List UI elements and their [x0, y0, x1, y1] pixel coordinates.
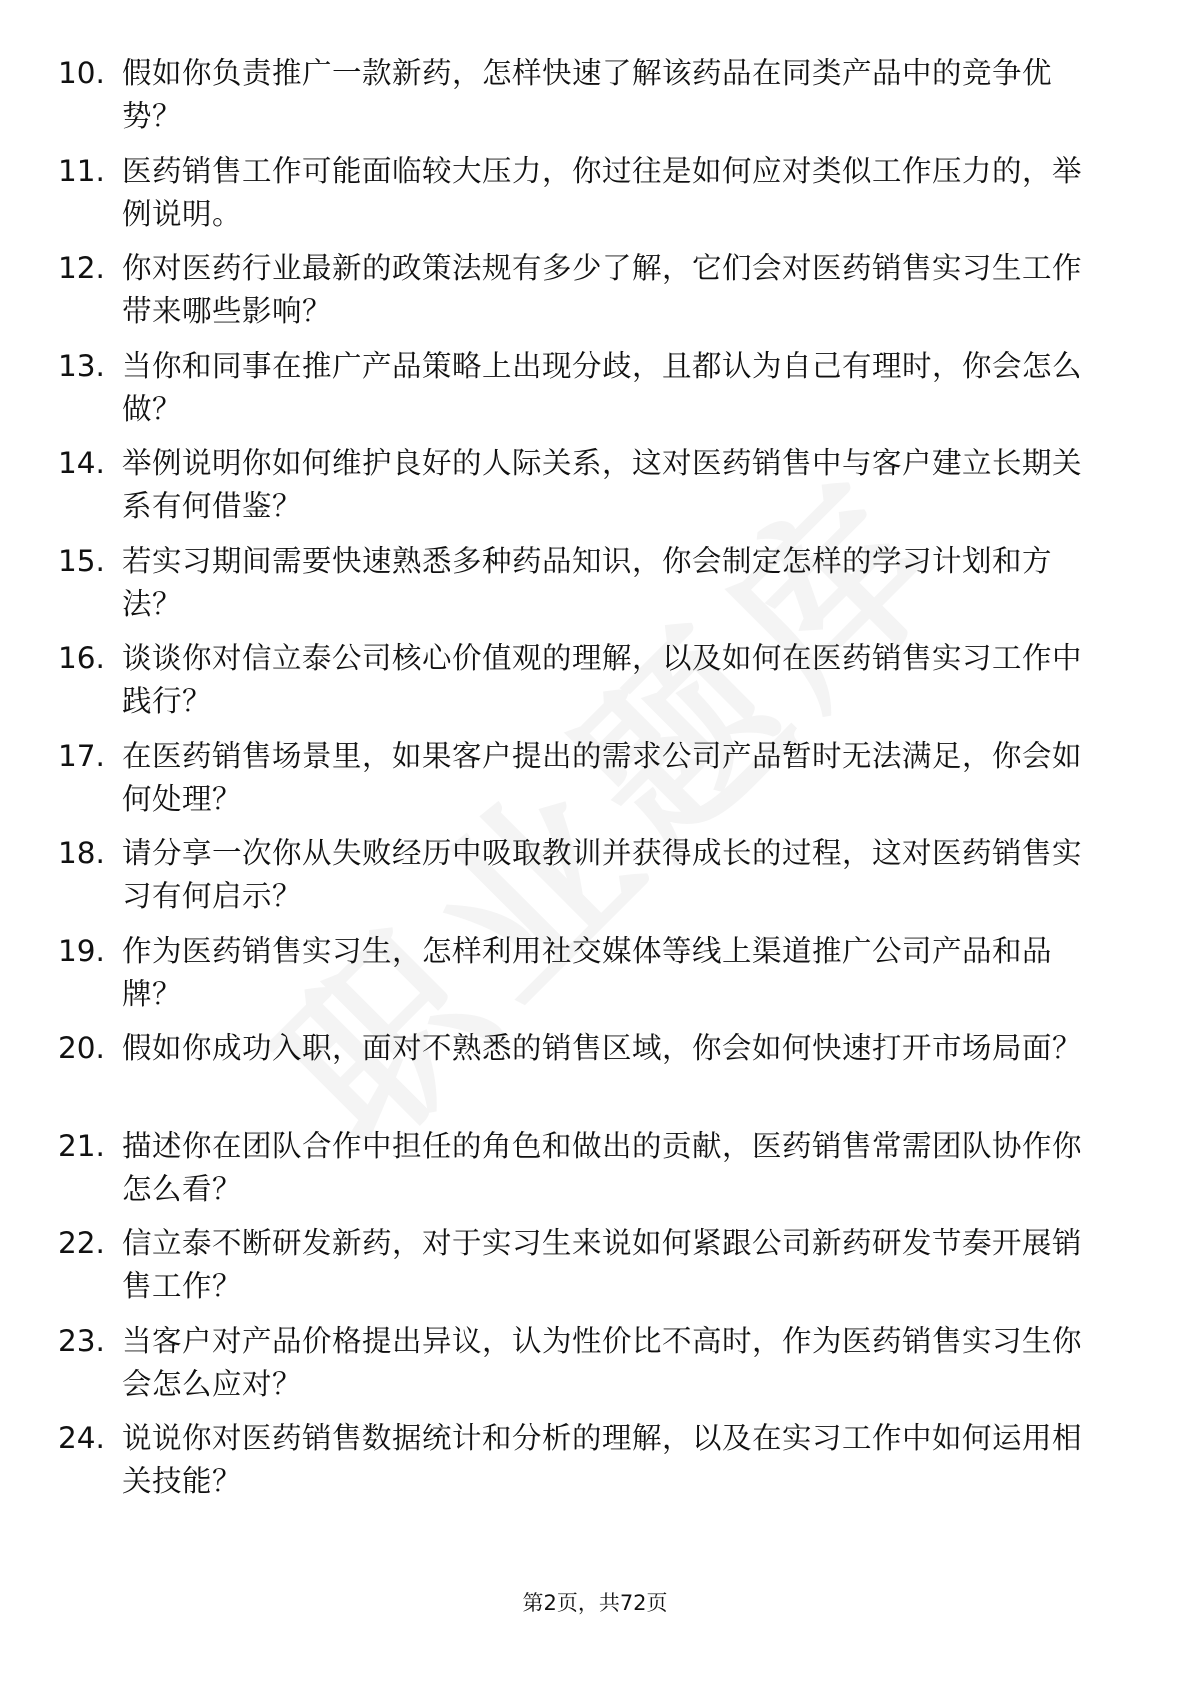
- question-text: 谈谈你对信立泰公司核心价值观的理解，以及如何在医药销售实习工作中践行？: [122, 641, 1083, 718]
- page-number-label: 第2页，共72页: [522, 1591, 668, 1615]
- question-number: 11.: [58, 153, 105, 188]
- question-number: 18.: [58, 836, 105, 870]
- question-text: 在医药销售场景里，如果客户提出的需求公司产品暂时无法满足，你会如何处理？: [122, 738, 1083, 816]
- question-text: 请分享一次你从失败经历中吸取教训并获得成长的过程，这对医药销售实习有何启示？: [122, 836, 1083, 913]
- question-number: 23.: [58, 1323, 105, 1358]
- question-number: 15.: [58, 543, 105, 578]
- question-text: 医药销售工作可能面临较大压力，你过往是如何应对类似工作压力的，举例说明。: [122, 153, 1083, 231]
- page-footer: [0, 1588, 1190, 1618]
- question-number: 19.: [58, 933, 105, 968]
- question-list: [58, 52, 1108, 1515]
- list-item: [58, 930, 1108, 1016]
- question-text: 说说你对医药销售数据统计和分析的理解，以及在实习工作中如何运用相关技能？: [122, 1421, 1083, 1498]
- question-text: 若实习期间需要快速熟悉多种药品知识，你会制定怎样的学习计划和方法？: [122, 543, 1053, 621]
- list-item: [58, 442, 1108, 528]
- list-item: [58, 735, 1108, 821]
- list-item: [58, 247, 1108, 333]
- list-item: [58, 832, 1108, 918]
- list-item: [58, 1417, 1108, 1503]
- list-item: [58, 345, 1108, 431]
- list-item: [58, 52, 1108, 138]
- question-text: 作为医药销售实习生，怎样利用社交媒体等线上渠道推广公司产品和品牌？: [122, 933, 1053, 1011]
- question-text: 假如你成功入职，面对不熟悉的销售区域，你会如何快速打开市场局面？: [122, 1031, 1083, 1065]
- question-number: 14.: [58, 446, 105, 480]
- question-text: 举例说明你如何维护良好的人际关系，这对医药销售中与客户建立长期关系有何借鉴？: [122, 446, 1083, 523]
- question-number: 16.: [58, 641, 105, 675]
- question-number: 20.: [58, 1031, 105, 1065]
- list-item: [58, 1320, 1108, 1406]
- question-text: 当你和同事在推广产品策略上出现分歧，且都认为自己有理时，你会怎么做？: [122, 348, 1083, 426]
- question-number: 13.: [58, 348, 105, 383]
- question-text: 你对医药行业最新的政策法规有多少了解，它们会对医药销售实习生工作带来哪些影响？: [122, 251, 1083, 328]
- question-number: 22.: [58, 1226, 105, 1260]
- list-item: [58, 150, 1108, 236]
- question-number: 12.: [58, 251, 105, 285]
- list-item: [58, 1222, 1108, 1308]
- list-item: [58, 1027, 1108, 1113]
- list-item: [58, 540, 1108, 626]
- question-text: 假如你负责推广一款新药，怎样快速了解该药品在同类产品中的竞争优势？: [122, 56, 1053, 133]
- question-number: 24.: [58, 1421, 105, 1455]
- question-number: 21.: [58, 1128, 105, 1163]
- question-text: 当客户对产品价格提出异议，认为性价比不高时，作为医药销售实习生你会怎么应对？: [122, 1323, 1083, 1401]
- list-item: [58, 637, 1108, 723]
- question-number: 17.: [58, 738, 105, 773]
- question-text: 描述你在团队合作中担任的角色和做出的贡献，医药销售常需团队协作你怎么看？: [122, 1128, 1083, 1206]
- question-text: 信立泰不断研发新药，对于实习生来说如何紧跟公司新药研发节奏开展销售工作？: [122, 1226, 1083, 1303]
- question-number: 10.: [58, 56, 105, 90]
- list-item: [58, 1125, 1108, 1211]
